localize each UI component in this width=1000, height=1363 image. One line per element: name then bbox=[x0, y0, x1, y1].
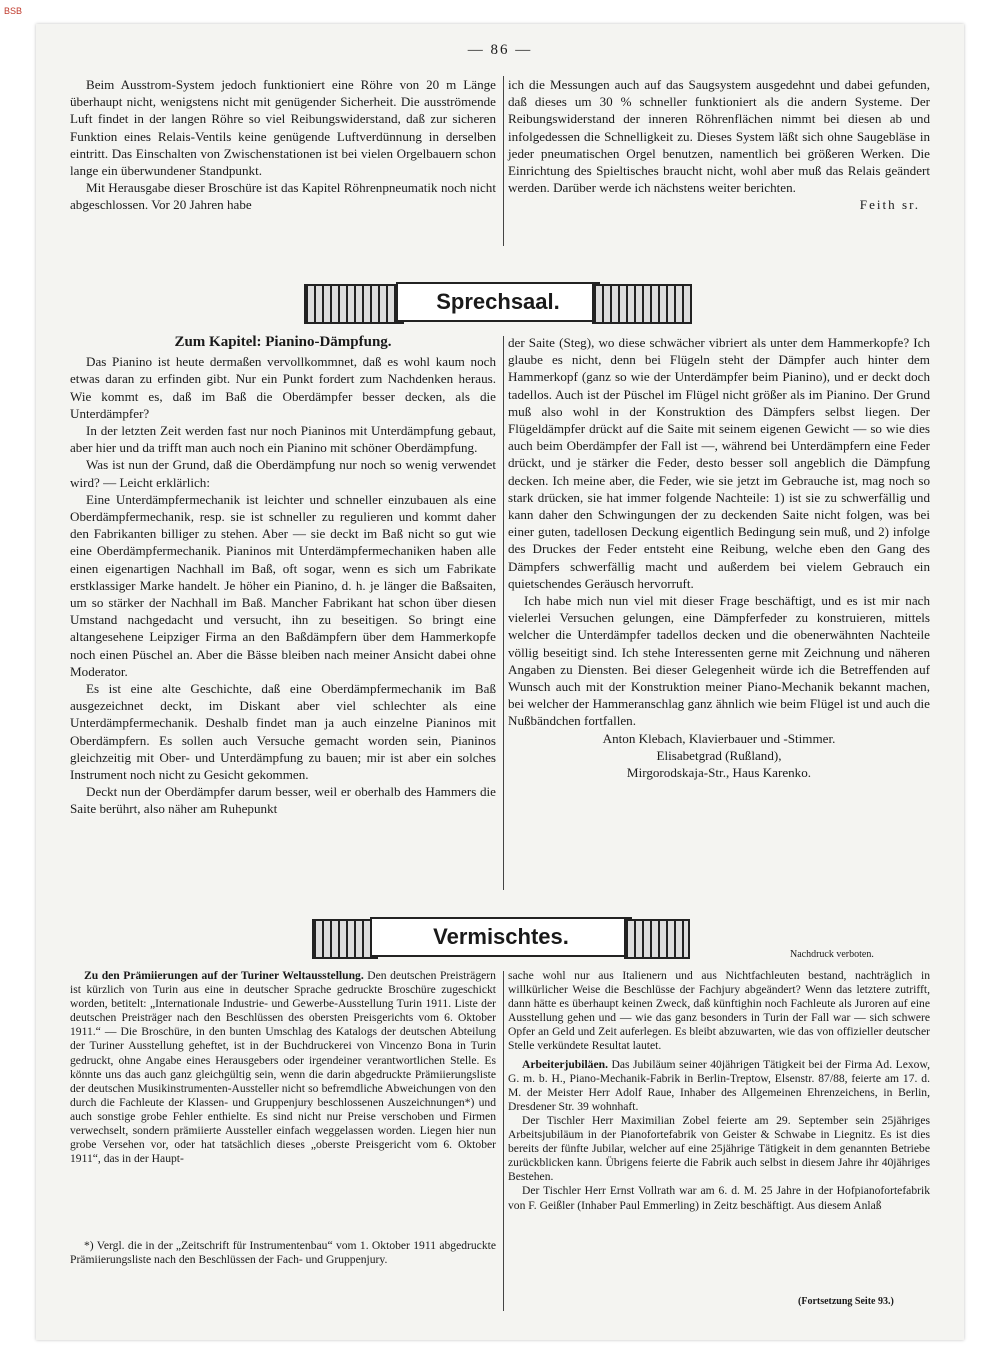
footnote bbox=[70, 1239, 496, 1267]
column-rule bbox=[503, 336, 504, 890]
paragraph: In der letzten Zeit werden fast nur noch Pianinos mit Unterdämpfung gebaut, aber hier und da trifft man auch noch ein Pianino mit schöner Oberdämpfung. bbox=[70, 423, 496, 456]
paragraph: der Saite (Steg), wo diese schwächer vibriert als unter dem Hammerkopfe? Ich glaube es nicht, denn bei Flügeln steht der Dämpfer auch hinter dem Hammerkopf (ganz so wie der Unterdämpfer beim Pianino), und er deckt doch tadellos. Auch ist der Püschel im Flügel nicht größer als im Pianino. Der Grund muß also wohl in der Konstruktion des Dämpfers selbst liegen. Der Flügeldämpfer drückt auf die Saite mit seinem eigenen Gewicht — so wie dies auch beim Oberdämpfer der Fall ist —, während bei Unterdämpfern eine Feder drückt, und je stärker die Feder, desto besser soll angeblich die Dämpfung decken. Ich meine aber, die Feder, wie sie jetzt im Gebrauche ist, mag noch so stark drücken, sie hat immer folgende Nachteile: 1) ist sie zu schwerfällig und kann daher den Schwingungen der zu deckenden Saite nicht folgen, was bei einer guten, tadellosen Deckung eigentlich Bedingung sein muß, und 2) infolge des Druckes der Feder entsteht eine Reibung, welche eben den Gang des Dämpfers schwerfällig macht und außerdem bei vielem Gebrauch ein quietschendes Geräusch hervorruft. bbox=[508, 335, 930, 591]
ornament-left-icon bbox=[312, 919, 378, 959]
paragraph: Der Tischler Herr Maximilian Zobel feierte am 29. September sein 25jähriges Arbeitsjubiläum in der Pianofortefabrik von Geister & Schwabe in Liegnitz. Es ist dies bereits der fünfte Jubilar, welcher auf eine 25jährige Tätigkeit in dem genannten Betriebe zurückblicken kann. Übrigens feierte die Fabrik auch selbst in diesem Jahre ihr 40jähriges Bestehen. bbox=[508, 1113, 930, 1184]
signature-line: Anton Klebach, Klavierbauer und -Stimmer. bbox=[602, 730, 836, 746]
vermischtes-banner bbox=[312, 917, 692, 957]
item-text: Das Jubiläum seiner 40jährigen Tätigkeit bei der Firma Ad. Lexow, G. m. b. H., Piano-Mechanik-Fabrik in Berlin-Treptow, Elsenstr. 87/88, feierte am 17. d. M. der Meister Herr Adolf Raue, Inhaber des Allgemeinen Ehrenzeichens, in Berlin, Dresdener Str. 39 wohnhaft. bbox=[508, 1057, 930, 1113]
paragraph bbox=[70, 969, 496, 1166]
paragraph: ich die Messungen auch auf das Saugsystem ausgedehnt und dabei gefunden, daß dieses um 30 % schneller funktioniert als die andern Systeme. Der Reibungswiderstand der inneren Röhrenflächen nimmt bei diesen ab und infolgedessen die Schnelligkeit zu. Dieses System läßt sich ohne Saugebläse in jeder pneumatischen Orgel benutzen, namentlich bei größeren Werken. Die Einrichtung des Spieltisches braucht nicht, wohl aber muß das Relais geändert werden. Darüber werde ich nächstens weiter berichten. bbox=[508, 77, 930, 196]
signature-line: Mirgorodskaja-Str., Haus Karenko. bbox=[626, 765, 812, 781]
paragraph: Es ist eine alte Geschichte, daß eine Oberdämpfermechanik im Baß ausgezeichnet deckt, im Diskant aber viel schlechter als eine Unterdämpfermechanik. Deshalb findet man ja auch einzelne Pianinos mit Oberdämpfern. Es sollen auch Versuche gemacht worden sein, Pianinos gleichzeitig mit Ober- und Unterdämpfung zu bauen; mir ist aber ein solches Instrument noch nicht zu Gesicht gekommen. bbox=[70, 681, 496, 783]
paragraph: Eine Unterdämpfermechanik ist leichter und schneller einzubauen als eine Oberdämpfermechanik, resp. sie ist schneller zu regulieren und kommt daher den Fabrikanten billiger zu stehen. Aber — sie deckt im Baß nicht so gut wie eine Oberdämpfermechanik. Pianinos mit Unterdämpfermechaniken haben alle einen eigenartigen Nachhall im Baß, oft sogar, wenn es sich um Fabrikate erstklassiger Marke handelt. Je höher ein Pianino, d. h. je länger die Baßsaiten, um so stärker der Nachhall im Baß. Mancher Fabrikant hat schon über diesen Umstand nachgedacht und versucht, ihn zu beseitigen. So bringt eine altangesehene Leipziger Firma an den Baßdämpfern über dem Hammerkopfe noch einen Püschel an. Aber die Bässe bleiben nach meiner Ansicht dabei ohne Moderator. bbox=[70, 491, 496, 679]
vermischtes-title-box bbox=[370, 917, 632, 957]
top-left-column bbox=[70, 76, 496, 214]
ornament-right-icon bbox=[592, 284, 692, 324]
signature-klebach bbox=[508, 730, 930, 782]
item-heading: Zu den Prämiierungen auf der Turiner Weltausstellung. bbox=[84, 969, 364, 982]
sprechsaal-right-column bbox=[508, 334, 930, 781]
footnote-text: *) Vergl. die in der „Zeitschrift für Instrumentenbau“ vom 1. Oktober 1911 abgedruckte Prämiierungsliste nach den Beschlüssen der Fach- und Gruppenjury. bbox=[70, 1239, 496, 1267]
paragraph: Mit Herausgabe dieser Broschüre ist das Kapitel Röhrenpneumatik noch nicht abgeschlossen. Vor 20 Jahren habe bbox=[70, 180, 496, 213]
column-rule bbox=[503, 76, 504, 246]
signature-line: Elisabetgrad (Rußland), bbox=[656, 747, 782, 763]
paragraph: Was ist nun der Grund, daß die Oberdämpfung nur noch so wenig verwendet wird? — Leicht erklärlich: bbox=[70, 457, 496, 490]
signature-feith: Feith sr. bbox=[859, 197, 920, 213]
vermischtes-left-column bbox=[70, 969, 496, 1166]
sprechsaal-left-column bbox=[70, 334, 496, 818]
page-number: — 86 — bbox=[467, 42, 533, 58]
ornament-left-icon bbox=[304, 284, 404, 324]
section-title: Sprechsaal. bbox=[436, 289, 560, 314]
item-text: Den deutschen Preisträgern ist kürzlich von Turin aus eine in deutscher Sprache gedruckte Broschüre zugeschickt worden, betitelt: „Internationale Industrie- und Gewerbe-Ausstellung Turin 1911. Liste der deutschen Preisträger nach den Beschlüssen des obersten Preisgerichts vom 6. Oktober 1911.“ — Die Broschüre, in den bunten Umschlag des Katalogs der deutschen Abteilung der Turiner Ausstellung geheftet, ist in der Buchdruckerei von Vincenzo Bona in Turin gedruckt, ohne Angabe eines Herausgebers oder irgendeiner verantwortlichen Stelle. Es könnte uns das auch ganz gleichgültig sein, wenn die darin abgedruckte Prämiierungsliste der deutschen Musikinstrumenten-Aussteller nicht so befremdliche Abweichungen von den durch die Fachleute der Klassen- und Gruppenjury beschlossenen Auszeichnungen*) und auch sonstige grobe Fehler enthielte. Es sind nicht nur Preise verschoben und Firmen verwechselt, sondern prämiierte Aussteller einfach weggelassen worden. Liegen hier nun grobe Versehen vor, oder hat tatsächlich dieses „oberste Preisgericht vom 6. Oktober 1911“, das in der Haupt- bbox=[70, 969, 496, 1166]
top-right-column bbox=[508, 76, 930, 214]
paragraph: Das Pianino ist heute dermaßen vervollkommnet, daß es wohl kaum noch etwas daran zu erfinden gibt. Nur ein Punkt fordert zum Nachdenken heraus. Wie kommt es, daß im Baß die Oberdämpfer besser decken, als die Unterdämpfer? bbox=[70, 354, 496, 421]
paragraph: Deckt nun der Oberdämpfer darum besser, weil er oberhalb des Hammers die Saite berührt, also näher am Ruhepunkt bbox=[70, 784, 496, 817]
ornament-right-icon bbox=[624, 919, 690, 959]
section-title: Vermischtes. bbox=[433, 924, 569, 949]
column-rule bbox=[503, 971, 504, 1311]
reprint-notice: Nachdruck verboten. bbox=[790, 949, 874, 960]
article-heading: Zum Kapitel: Pianino-Dämpfung. bbox=[174, 334, 392, 350]
paragraph: Ich habe mich nun viel mit dieser Frage beschäftigt, und es ist mir nach vielerlei Versuchen gelungen, eine Dämpferfeder zu konstruieren, mittels welcher die Unterdämpfer tadellos decken und die obenerwähnten Nachteile völlig beseitigt sind. Ich stehe Interessenten gerne mit Zeichnung und näheren Angaben zu Diensten. Bei dieser Gelegenheit würde ich die Betreffenden auf Wunsch auch mit der Konstruktion meiner Piano-Mechanik bekannt machen, bei welcher der Hammeranschlag ganz ähnlich wie beim Flügel ist und auch die Nußbändchen fortfallen. bbox=[508, 593, 930, 729]
paragraph bbox=[508, 1058, 930, 1114]
sprechsaal-title-box bbox=[396, 282, 600, 322]
paragraph: sache wohl nur aus Italienern und aus Nichtfachleuten bestand, nachträglich in willkürlicher Weise die Beschlüsse der Fachjury abgeändert? Wenn das letztere zutrifft, dann hätte es überhaupt keinen Zweck, daß künftighin noch Fachleute als Juroren auf eine Ausstellung gehen und — wie das ganz besonders in Turin der Fall war — sich schwere Opfer an Geld und Zeit auferlegen. Es bleibt abzuwarten, wie das von offizieller deutscher Stelle verkündete Resultat lautet. bbox=[508, 969, 930, 1053]
newspaper-page bbox=[36, 24, 964, 1340]
paragraph: Der Tischler Herr Ernst Vollrath war am 6. d. M. 25 Jahre in der Hofpianofortefabrik von F. Geißler (Inhaber Paul Emmerling) in Zeitz beschäftigt. Aus diesem Anlaß bbox=[508, 1184, 930, 1212]
sprechsaal-banner bbox=[304, 282, 692, 322]
item-heading: Arbeiterjubiläen. bbox=[522, 1057, 608, 1071]
paragraph: Beim Ausstrom-System jedoch funktioniert eine Röhre von 20 m Länge überhaupt nicht, wenigstens nicht mit genügender Sicherheit. Die ausströmende Luft findet in der langen Röhre so viel Reibungswiderstand, daß zur sicheren Funktion eines Relais-Ventils keine genügende Luftverdünnung in derselben eintritt. Das Einschalten von Zwischenstationen ist bei vielen Orgelbauern schon lange ein überwundener Standpunkt. bbox=[70, 77, 496, 179]
library-scan-mark: BSB bbox=[4, 6, 23, 16]
vermischtes-right-column bbox=[508, 969, 930, 1213]
continuation-note: (Fortsetzung Seite 93.) bbox=[798, 1296, 894, 1307]
